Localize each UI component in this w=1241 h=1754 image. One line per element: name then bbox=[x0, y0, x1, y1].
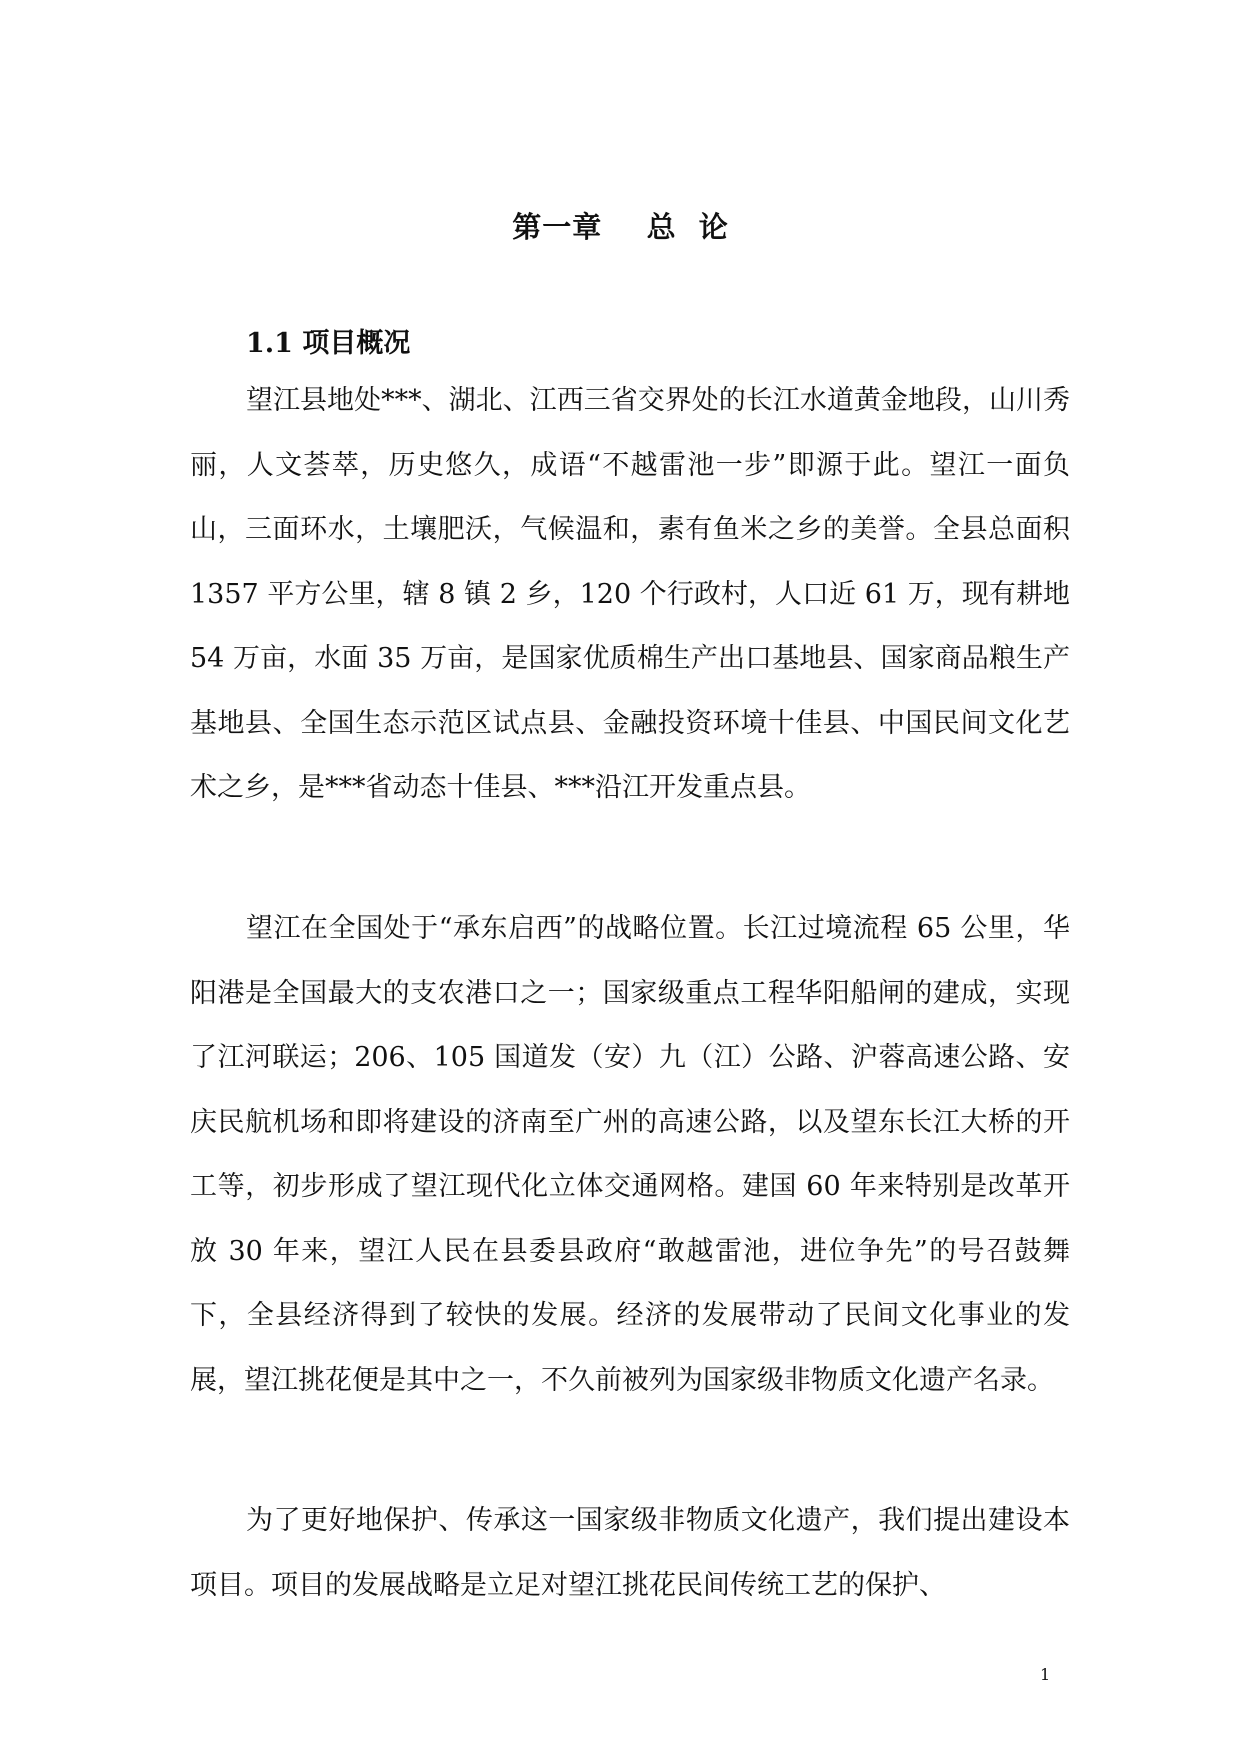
chapter-title: 第一章 总 论 bbox=[512, 210, 729, 244]
page-number: 1 bbox=[1040, 1665, 1051, 1684]
paragraph-location: 望江在全国处于“承东启西”的战略位置。长江过境流程 65 公里，华阳港是全国最大的支农港口之一；国家级重点工程华阳船闸的建成，实现了江河联运；206、105 国道发（安）九（江）公路、沪蓉高速公路、安庆民航机场和即将建设的济南至广州的高速公路，以及望东长江大桥的开工等，初步形成了望江现代化立体交通网格。建国 60 年来特别是改革开放 30 年来，望江人民在县委县政府“敢越雷池，进位争先”的号召鼓舞下，全县经济得到了较快的发展。经济的发展带动了民间文化事业的发展，望江挑花便是其中之一，不久前被列为国家级非物质文化遗产名录。 bbox=[190, 913, 1070, 1396]
paragraph-project-purpose: 为了更好地保护、传承这一国家级非物质文化遗产，我们提出建设本项目。项目的发展战略是立足对望江挑花民间传统工艺的保护、 bbox=[190, 1505, 1070, 1601]
section-heading: 1.1 项目概况 bbox=[246, 328, 411, 359]
paragraph-overview: 望江县地处***、湖北、江西三省交界处的长江水道黄金地段，山川秀丽，人文荟萃，历史悠久，成语“不越雷池一步”即源于此。望江一面负山，三面环水，土壤肥沃，气候温和，素有鱼米之乡的美誉。全县总面积 1357 平方公里，辖 8 镇 2 乡，120 个行政村，人口近 61 万，现有耕地 54 万亩，水面 35 万亩，是国家优质棉生产出口基地县、国家商品粮生产基地县、全国生态示范区试点县、金融投资环境十佳县、中国民间文化艺术之乡，是***省动态十佳县、***沿江开发重点县。 bbox=[190, 385, 1070, 803]
